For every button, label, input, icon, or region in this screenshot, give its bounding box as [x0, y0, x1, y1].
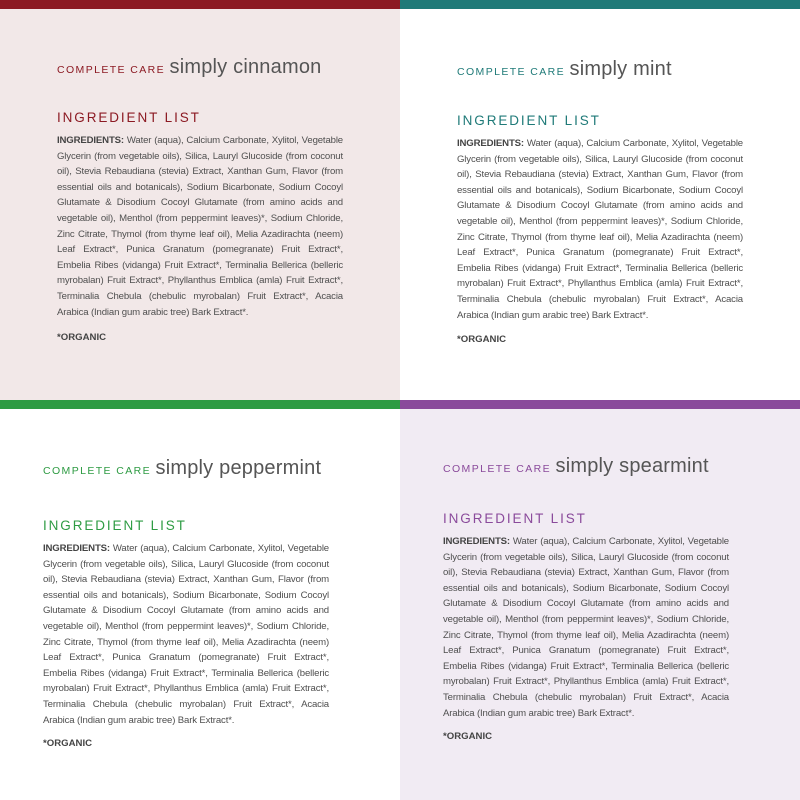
ingredient-list-heading: INGREDIENT LIST — [457, 113, 601, 128]
product-title — [57, 56, 321, 79]
panel-simply-cinnamon — [0, 0, 400, 400]
product-name: simply peppermint — [155, 457, 322, 479]
organic-note: *ORGANIC — [43, 738, 93, 749]
accent-bar — [400, 400, 800, 409]
ingredients-text — [443, 534, 729, 721]
ingredients-label: INGREDIENTS: — [443, 536, 510, 547]
organic-note: *ORGANIC — [443, 731, 493, 742]
panel-simply-peppermint — [0, 400, 400, 800]
organic-note: *ORGANIC — [457, 334, 507, 345]
accent-bar — [0, 400, 400, 409]
ingredients-value: Water (aqua), Calcium Carbonate, Xylitol, Vegetable Glycerin (from vegetable oils), Silica, Lauryl Glucoside (from coconut oil), Stevia Rebaudiana (stevia) Extract, Xanthan Gum, Flavor (from essential oils and botanicals), Sodium Bicarbonate, Sodium Cocoyl Glutamate & Disodium Cocoyl Glutamate (from amino acids and vegetable oil), Menthol (from peppermint leaves)*, Sodium Chloride, Zinc Citrate, Thymol (from thyme leaf oil), Melia Azadirachta (neem) Leaf Extract*, Punica Granatum (pomegranate) Fruit Extract*, Embelia Ribes (vidanga) Fruit Extract*, Terminalia Bellerica (belleric myrobalan) Fruit Extract*, Phyllanthus Emblica (amla) Fruit Extract*, Terminalia Chebula (chebulic myrobalan) Fruit Extract*, Acacia Arabica (Indian gum arabic tree) Bark Extract*. — [43, 543, 329, 726]
product-name: simply spearmint — [555, 455, 709, 477]
ingredients-label: INGREDIENTS: — [57, 135, 124, 146]
product-title — [443, 455, 709, 478]
ingredients-value: Water (aqua), Calcium Carbonate, Xylitol, Vegetable Glycerin (from vegetable oils), Silica, Lauryl Glucoside (from coconut oil), Stevia Rebaudiana (stevia) Extract, Xanthan Gum, Flavor (from essential oils and botanicals), Sodium Bicarbonate, Sodium Cocoyl Glutamate & Disodium Cocoyl Glutamate (from amino acids and vegetable oil), Menthol (from peppermint leaves)*, Sodium Chloride, Zinc Citrate, Thymol (from thyme leaf oil), Melia Azadirachta (neem) Leaf Extract*, Punica Granatum (pomegranate) Fruit Extract*, Embelia Ribes (vidanga) Fruit Extract*, Terminalia Bellerica (belleric myrobalan) Fruit Extract*, Phyllanthus Emblica (amla) Fruit Extract*, Terminalia Chebula (chebulic myrobalan) Fruit Extract*, Acacia Arabica (Indian gum arabic tree) Bark Extract*. — [457, 138, 743, 321]
product-title — [457, 58, 672, 81]
ingredients-text — [457, 136, 743, 323]
ingredients-value: Water (aqua), Calcium Carbonate, Xylitol, Vegetable Glycerin (from vegetable oils), Silica, Lauryl Glucoside (from coconut oil), Stevia Rebaudiana (stevia) Extract, Xanthan Gum, Flavor (from essential oils and botanicals), Sodium Bicarbonate, Sodium Cocoyl Glutamate & Disodium Cocoyl Glutamate (from amino acids and vegetable oil), Menthol (from peppermint leaves)*, Sodium Chloride, Zinc Citrate, Thymol (from thyme leaf oil), Melia Azadirachta (neem) Leaf Extract*, Punica Granatum (pomegranate) Fruit Extract*, Embelia Ribes (vidanga) Fruit Extract*, Terminalia Bellerica (belleric myrobalan) Fruit Extract*, Phyllanthus Emblica (amla) Fruit Extract*, Terminalia Chebula (chebulic myrobalan) Fruit Extract*, Acacia Arabica (Indian gum arabic tree) Bark Extract*. — [443, 536, 729, 719]
ingredients-value: Water (aqua), Calcium Carbonate, Xylitol, Vegetable Glycerin (from vegetable oils), Silica, Lauryl Glucoside (from coconut oil), Stevia Rebaudiana (stevia) Extract, Xanthan Gum, Flavor (from essential oils and botanicals), Sodium Bicarbonate, Sodium Cocoyl Glutamate & Disodium Cocoyl Glutamate (from amino acids and vegetable oil), Menthol (from peppermint leaves)*, Sodium Chloride, Zinc Citrate, Thymol (from thyme leaf oil), Melia Azadirachta (neem) Leaf Extract*, Punica Granatum (pomegranate) Fruit Extract*, Embelia Ribes (vidanga) Fruit Extract*, Terminalia Bellerica (belleric myrobalan) Fruit Extract*, Phyllanthus Emblica (amla) Fruit Extract*, Terminalia Chebula (chebulic myrobalan) Fruit Extract*, Acacia Arabica (Indian gum arabic tree) Bark Extract*. — [57, 135, 343, 318]
ingredients-text — [43, 541, 329, 728]
ingredients-label: INGREDIENTS: — [43, 543, 110, 554]
accent-bar — [400, 0, 800, 9]
brand-label: COMPLETE CARE — [457, 66, 566, 78]
brand-label: COMPLETE CARE — [57, 64, 166, 76]
panel-simply-mint — [400, 0, 800, 400]
accent-bar — [0, 0, 400, 9]
product-name: simply cinnamon — [169, 56, 322, 78]
ingredients-label: INGREDIENTS: — [457, 138, 524, 149]
organic-note: *ORGANIC — [57, 332, 107, 343]
brand-label: COMPLETE CARE — [443, 463, 552, 475]
ingredient-list-heading: INGREDIENT LIST — [443, 511, 587, 526]
product-name: simply mint — [569, 58, 672, 80]
ingredients-text — [57, 133, 343, 320]
ingredient-list-heading: INGREDIENT LIST — [57, 110, 201, 125]
ingredient-list-heading: INGREDIENT LIST — [43, 518, 187, 533]
panel-simply-spearmint — [400, 400, 800, 800]
product-title — [43, 457, 321, 480]
brand-label: COMPLETE CARE — [43, 465, 152, 477]
